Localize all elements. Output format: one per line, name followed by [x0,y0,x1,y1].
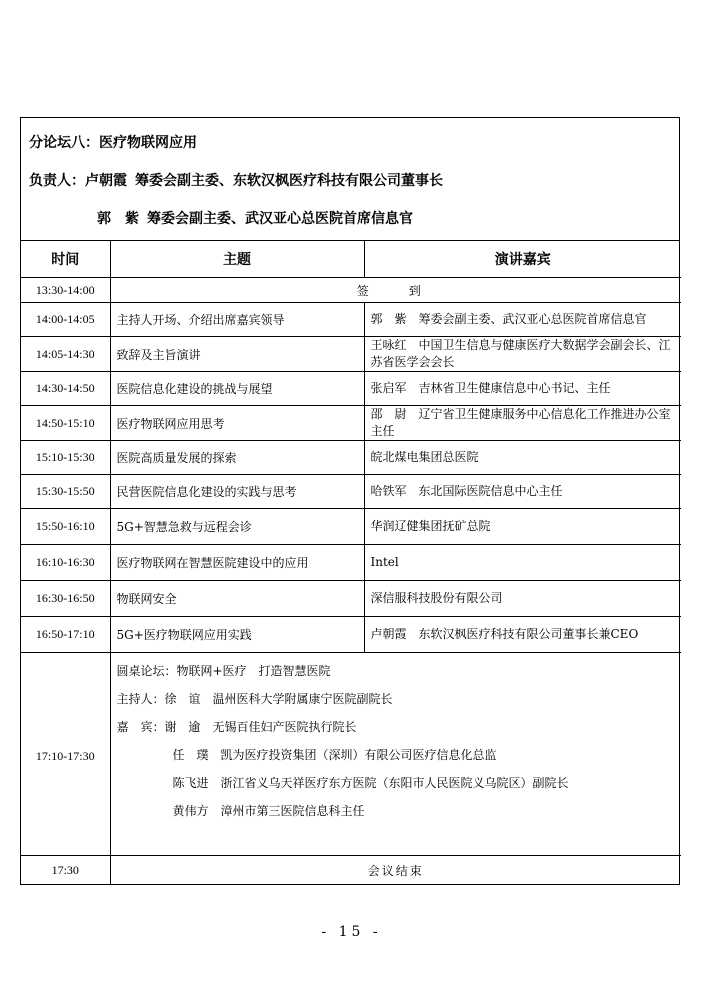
meeting-end: 会议结束 [110,856,681,885]
row-time: 17:30 [21,856,110,885]
sign-in-cell [110,278,681,303]
header-speaker: 演讲嘉宾 [364,241,681,278]
row-speaker: 卢朝霞 东软汉枫医疗科技有限公司董事长兼CEO [364,617,681,653]
forum-header [21,118,679,241]
row-topic: 医院高质量发展的探索 [110,441,364,475]
roundtable-title: 圆桌论坛：物联网+医疗 打造智慧医院 [116,664,331,678]
header-time: 时间 [21,241,110,278]
row-speaker: 张启军 吉林省卫生健康信息中心书记、主任 [364,372,681,406]
guest-entry: 黄伟方 漳州市第三医院信息科主任 [172,804,365,818]
table-row [21,509,681,545]
table-row [21,441,681,475]
row-time: 14:30-14:50 [21,372,110,406]
table-row [21,337,681,372]
row-time: 15:10-15:30 [21,441,110,475]
roundtable-row [21,653,681,856]
row-topic: 5G+智慧急救与远程会诊 [110,509,364,545]
row-topic: 主持人开场、介绍出席嘉宾领导 [110,303,364,337]
row-speaker: Intel [364,545,681,581]
table-row [21,545,681,581]
page-number: - 15 - [321,924,382,940]
row-speaker: 皖北煤电集团总医院 [364,441,681,475]
header-topic: 主题 [110,241,364,278]
lead-label: 负责人： [29,173,85,189]
row-speaker: 王咏红 中国卫生信息与健康医疗大数据学会副会长、江苏省医学会会长 [364,337,681,372]
table-row [21,856,681,885]
row-time: 13:30-14:00 [21,278,110,303]
row-time: 17:10-17:30 [21,653,110,856]
row-topic: 致辞及主旨演讲 [110,337,364,372]
table-row [21,303,681,337]
agenda-sheet [20,117,680,885]
table-row [21,581,681,617]
table-row [21,406,681,441]
roundtable-guest-first [117,713,676,741]
row-topic: 医疗物联网应用思考 [110,406,364,441]
row-speaker: 华润辽健集团抚矿总院 [364,509,681,545]
guests-label: 嘉 宾： [116,720,165,734]
table-row [21,475,681,509]
row-speaker: 邵 尉 辽宁省卫生健康服务中心信息化工作推进办公室主任 [364,406,681,441]
row-speaker: 深信服科技股份有限公司 [364,581,681,617]
guest-entry: 谢 逾 无锡百佳妇产医院执行院长 [164,720,357,734]
table-row [21,278,681,303]
row-time: 16:30-16:50 [21,581,110,617]
lead-role: 筹委会副主委、武汉亚心总医院首席信息官 [147,211,413,227]
row-time: 14:05-14:30 [21,337,110,372]
row-topic: 5G+医疗物联网应用实践 [110,617,364,653]
row-topic: 医疗物联网在智慧医院建设中的应用 [110,545,364,581]
row-time: 14:50-15:10 [21,406,110,441]
row-time: 15:50-16:10 [21,509,110,545]
row-topic: 物联网安全 [110,581,364,617]
row-time: 16:10-16:30 [21,545,110,581]
roundtable-host: 主持人：徐 谊 温州医科大学附属康宁医院副院长 [116,692,393,706]
roundtable-cell [110,653,681,856]
lead-role: 筹委会副主委、东软汉枫医疗科技有限公司董事长 [135,173,443,189]
row-time: 15:30-15:50 [21,475,110,509]
forum-lead-2 [29,200,679,238]
row-topic: 民营医院信息化建设的实践与思考 [110,475,364,509]
guest-entry: 陈飞进 浙江省义乌天祥医疗东方医院（东阳市人民医院义乌院区）副院长 [172,776,569,790]
row-time: 14:00-14:05 [21,303,110,337]
guest-entry: 任 璞 凯为医疗投资集团（深圳）有限公司医疗信息化总监 [172,748,497,762]
forum-lead-1 [29,162,679,200]
row-speaker: 哈铁军 东北国际医院信息中心主任 [364,475,681,509]
agenda-table [21,241,681,884]
row-topic: 医院信息化建设的挑战与展望 [110,372,364,406]
table-row [21,372,681,406]
lead-name: 郭 紫 [97,211,139,227]
lead-name: 卢朝霞 [85,173,127,189]
row-time: 16:50-17:10 [21,617,110,653]
forum-title: 分论坛八：医疗物联网应用 [29,135,197,151]
row-speaker: 郭 紫 筹委会副主委、武汉亚心总医院首席信息官 [364,303,681,337]
sign-in-text: 签 到 [356,283,435,298]
table-row [21,617,681,653]
